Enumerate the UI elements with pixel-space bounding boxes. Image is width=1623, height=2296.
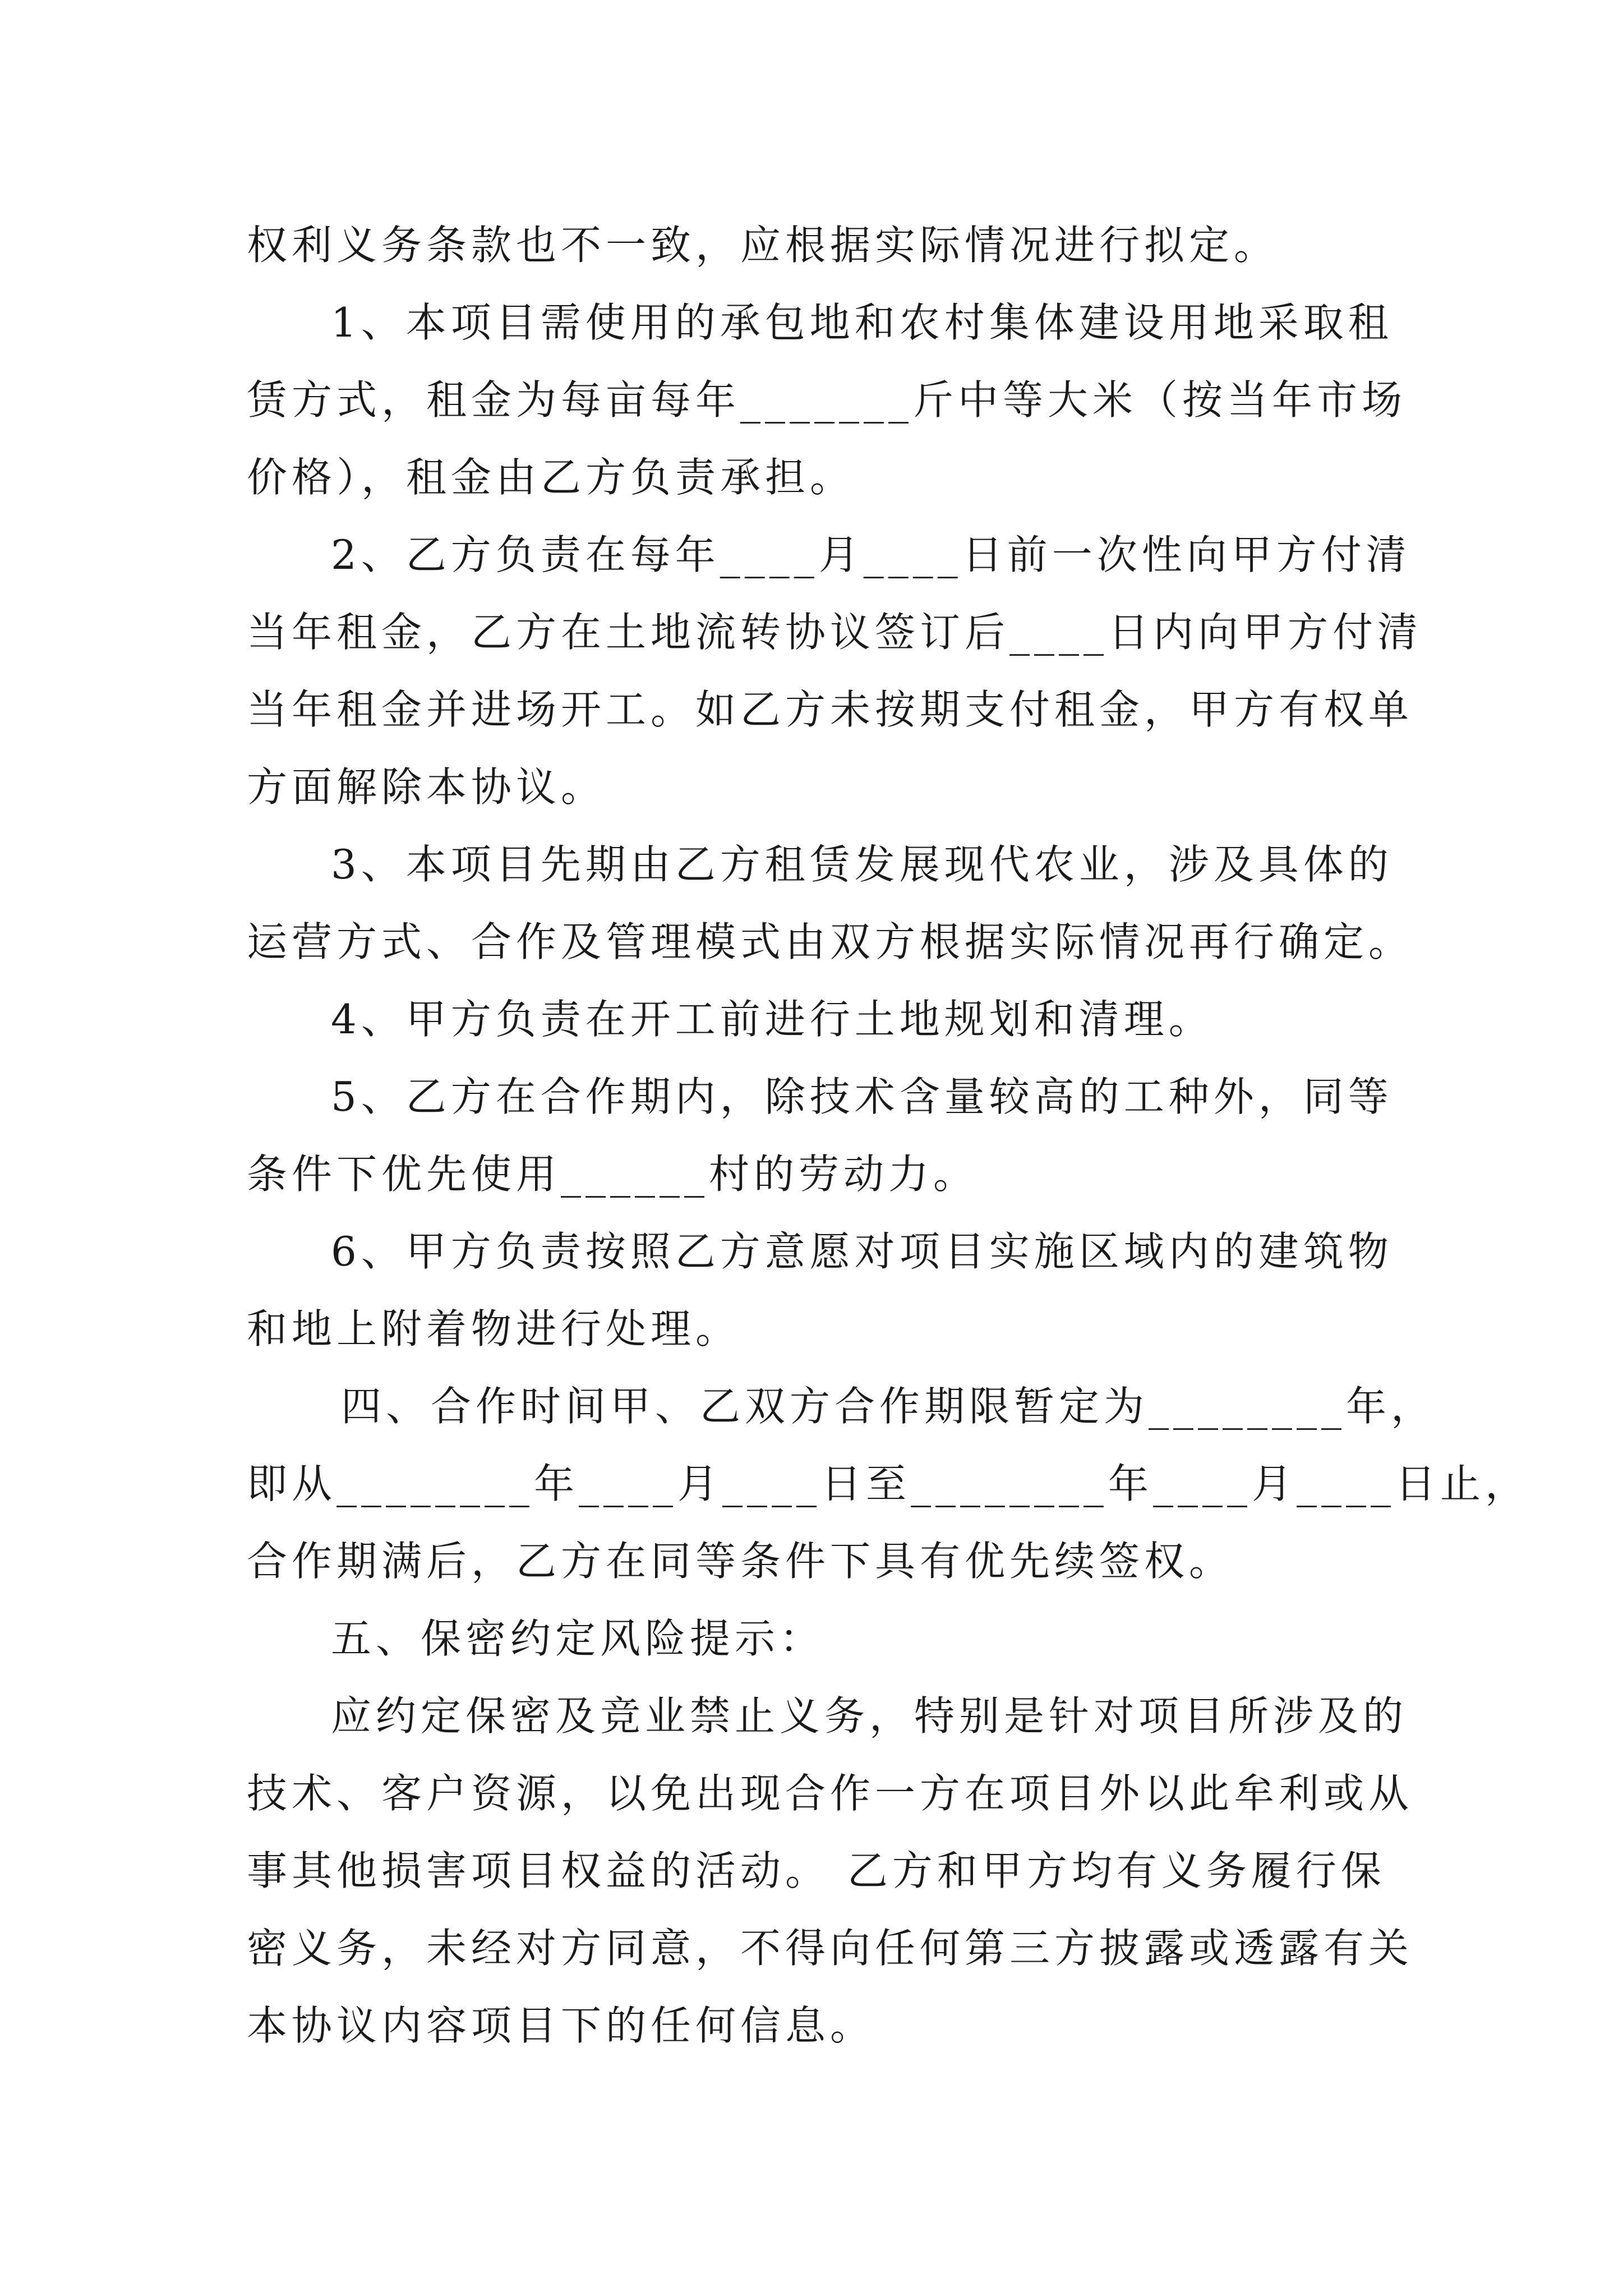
text-line: 应约定保密及竞业禁止义务，特别是针对项目所涉及的 <box>331 1692 1408 1740</box>
text-line: 五、保密约定风险提示： <box>331 1615 825 1662</box>
text-line: 即从________年____月____日至________年____月____日止， <box>247 1460 1530 1507</box>
text-line: 运营方式、合作及管理模式由双方根据实际情况再行确定。 <box>247 918 1414 965</box>
text-line: 赁方式，租金为每亩每年_______斤中等大米（按当年市场 <box>247 376 1407 424</box>
text-line: 合作期满后，乙方在同等条件下具有优先续签权。 <box>247 1538 1234 1585</box>
document-body <box>247 206 1530 2064</box>
text-line: 5、乙方在合作期内，除技术含量较高的工种外，同等 <box>331 1073 1393 1120</box>
text-line: 条件下优先使用______村的劳动力。 <box>247 1151 979 1198</box>
text-line: 4、甲方负责在开工前进行土地规划和清理。 <box>331 996 1214 1043</box>
text-line: 方面解除本协议。 <box>247 763 606 811</box>
text-line: 价格），租金由乙方负责承担。 <box>247 454 855 501</box>
text-line: 技术、客户资源，以免出现合作一方在项目外以此牟利或从 <box>247 1770 1414 1817</box>
text-line: 当年租金并进场开工。如乙方未按期支付租金，甲方有权单 <box>247 686 1414 733</box>
text-line: 1、本项目需使用的承包地和农村集体建设用地采取租 <box>331 299 1393 346</box>
text-line: 3、本项目先期由乙方租赁发展现代农业，涉及具体的 <box>331 841 1393 888</box>
text-line: 和地上附着物进行处理。 <box>247 1305 741 1352</box>
text-line: 当年租金，乙方在土地流转协议签订后____日内向甲方付清 <box>247 609 1423 656</box>
text-line: 四、合作时间甲、乙双方合作期限暂定为________年， <box>341 1383 1436 1430</box>
text-line: 事其他损害项目权益的活动。 乙方和甲方均有义务履行保 <box>247 1847 1386 1894</box>
text-line: 本协议内容项目下的任何信息。 <box>247 2002 875 2049</box>
text-line: 密义务，未经对方同意，不得向任何第三方披露或透露有关 <box>247 1925 1414 1972</box>
text-line: 2、乙方负责在每年____月____日前一次性向甲方付清 <box>331 531 1411 578</box>
text-line: 权利义务条款也不一致，应根据实际情况进行拟定。 <box>247 222 1279 269</box>
text-line: 6、甲方负责按照乙方意愿对项目实施区域内的建筑物 <box>331 1228 1393 1275</box>
